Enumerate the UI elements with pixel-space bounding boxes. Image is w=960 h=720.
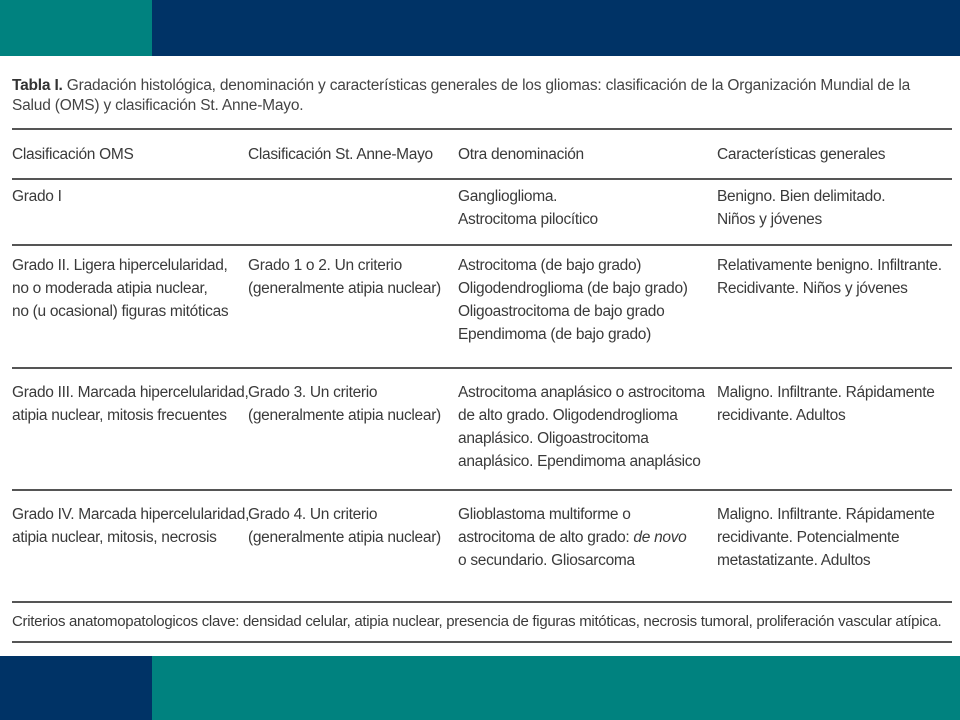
top-band-navy xyxy=(152,0,960,56)
top-band xyxy=(0,0,960,56)
cell-line: Ganglioglioma. xyxy=(458,188,558,205)
cell-caracteristicas xyxy=(717,245,952,368)
table-row xyxy=(12,179,952,245)
cell-line: (generalmente atipia nuclear) xyxy=(248,529,441,546)
caption-label: Tabla I. xyxy=(12,77,63,94)
cell-emphasis: de novo xyxy=(633,529,687,546)
header-otra: Otra denominación xyxy=(458,130,717,179)
document xyxy=(12,76,952,643)
cell-text: astrocitoma de alto grado: xyxy=(458,529,634,546)
cell-line: Ependimoma (de bajo grado) xyxy=(458,326,651,343)
cell-line: Astrocitoma anaplásico o astrocitoma xyxy=(458,384,705,401)
cell-line: metastatizante. Adultos xyxy=(717,552,871,569)
cell-line: Maligno. Infiltrante. Rápidamente xyxy=(717,506,935,523)
cell-line: Relativamente benigno. Infiltrante. xyxy=(717,257,942,274)
cell-oms xyxy=(12,490,248,602)
cell-oms xyxy=(12,245,248,368)
cell-oms xyxy=(12,179,248,245)
cell-mayo xyxy=(248,490,458,602)
cell-caracteristicas xyxy=(717,490,952,602)
cell-line: Astrocitoma (de bajo grado) xyxy=(458,257,642,274)
cell-line: anaplásico. Oligoastrocitoma xyxy=(458,430,649,447)
cell-line: atipia nuclear, mitosis frecuentes xyxy=(12,407,227,424)
bottom-band-navy xyxy=(0,656,152,720)
table-row xyxy=(12,490,952,602)
cell-line: recidivante. Adultos xyxy=(717,407,846,424)
table-row xyxy=(12,245,952,368)
cell-otra xyxy=(458,490,717,602)
cell-mayo xyxy=(248,368,458,490)
cell-line: Grado III. Marcada hipercelularidad, xyxy=(12,384,249,401)
top-band-teal xyxy=(0,0,152,56)
cell-line: no o moderada atipia nuclear, xyxy=(12,280,208,297)
cell-line: Benigno. Bien delimitado. xyxy=(717,188,886,205)
cell-line: no (u ocasional) figuras mitóticas xyxy=(12,303,229,320)
cell-line: Glioblastoma multiforme o xyxy=(458,506,631,523)
cell-mayo xyxy=(248,179,458,245)
table-footnote: Criterios anatomopatologicos clave: densidad celular, atipia nuclear, presencia de figuras mitóticas, necrosis tumoral, proliferación vascular atípica. xyxy=(12,603,952,643)
cell-line: Maligno. Infiltrante. Rápidamente xyxy=(717,384,935,401)
cell-line: Oligodendroglioma (de bajo grado) xyxy=(458,280,688,297)
cell-line: o secundario. Gliosarcoma xyxy=(458,552,635,569)
header-caracteristicas: Características generales xyxy=(717,130,952,179)
cell-line: Astrocitoma pilocítico xyxy=(458,211,598,228)
cell-line: Niños y jóvenes xyxy=(717,211,822,228)
table-row xyxy=(12,368,952,490)
cell-otra xyxy=(458,368,717,490)
cell-line: anaplásico. Ependimoma anaplásico xyxy=(458,453,701,470)
cell-line: Grado IV. Marcada hipercelularidad, xyxy=(12,506,250,523)
cell-line: atipia nuclear, mitosis, necrosis xyxy=(12,529,217,546)
cell-line: Grado I xyxy=(12,188,62,205)
cell-caracteristicas xyxy=(717,179,952,245)
cell-line: (generalmente atipia nuclear) xyxy=(248,407,441,424)
table-header-row xyxy=(12,130,952,179)
cell-line: (generalmente atipia nuclear) xyxy=(248,280,441,297)
cell-caracteristicas xyxy=(717,368,952,490)
cell-line: Grado 4. Un criterio xyxy=(248,506,378,523)
glioma-table xyxy=(12,130,952,603)
cell-otra xyxy=(458,179,717,245)
cell-oms xyxy=(12,368,248,490)
cell-line: recidivante. Potencialmente xyxy=(717,529,900,546)
cell-line: Recidivante. Niños y jóvenes xyxy=(717,280,908,297)
cell-line: Grado 3. Un criterio xyxy=(248,384,378,401)
cell-line xyxy=(458,526,717,549)
header-oms: Clasificación OMS xyxy=(12,130,248,179)
table-caption xyxy=(12,76,952,130)
caption-text: Gradación histológica, denominación y características generales de los gliomas: clasificación de la Organización Mundial de la Salud (OMS) y clasificación St. Anne-Mayo. xyxy=(12,77,911,114)
bottom-band xyxy=(0,656,960,720)
cell-mayo xyxy=(248,245,458,368)
cell-line: Grado II. Ligera hipercelularidad, xyxy=(12,257,228,274)
cell-line: de alto grado. Oligodendroglioma xyxy=(458,407,678,424)
cell-otra xyxy=(458,245,717,368)
bottom-band-teal xyxy=(152,656,960,720)
header-mayo: Clasificación St. Anne-Mayo xyxy=(248,130,458,179)
cell-line: Oligoastrocitoma de bajo grado xyxy=(458,303,665,320)
cell-line: Grado 1 o 2. Un criterio xyxy=(248,257,402,274)
